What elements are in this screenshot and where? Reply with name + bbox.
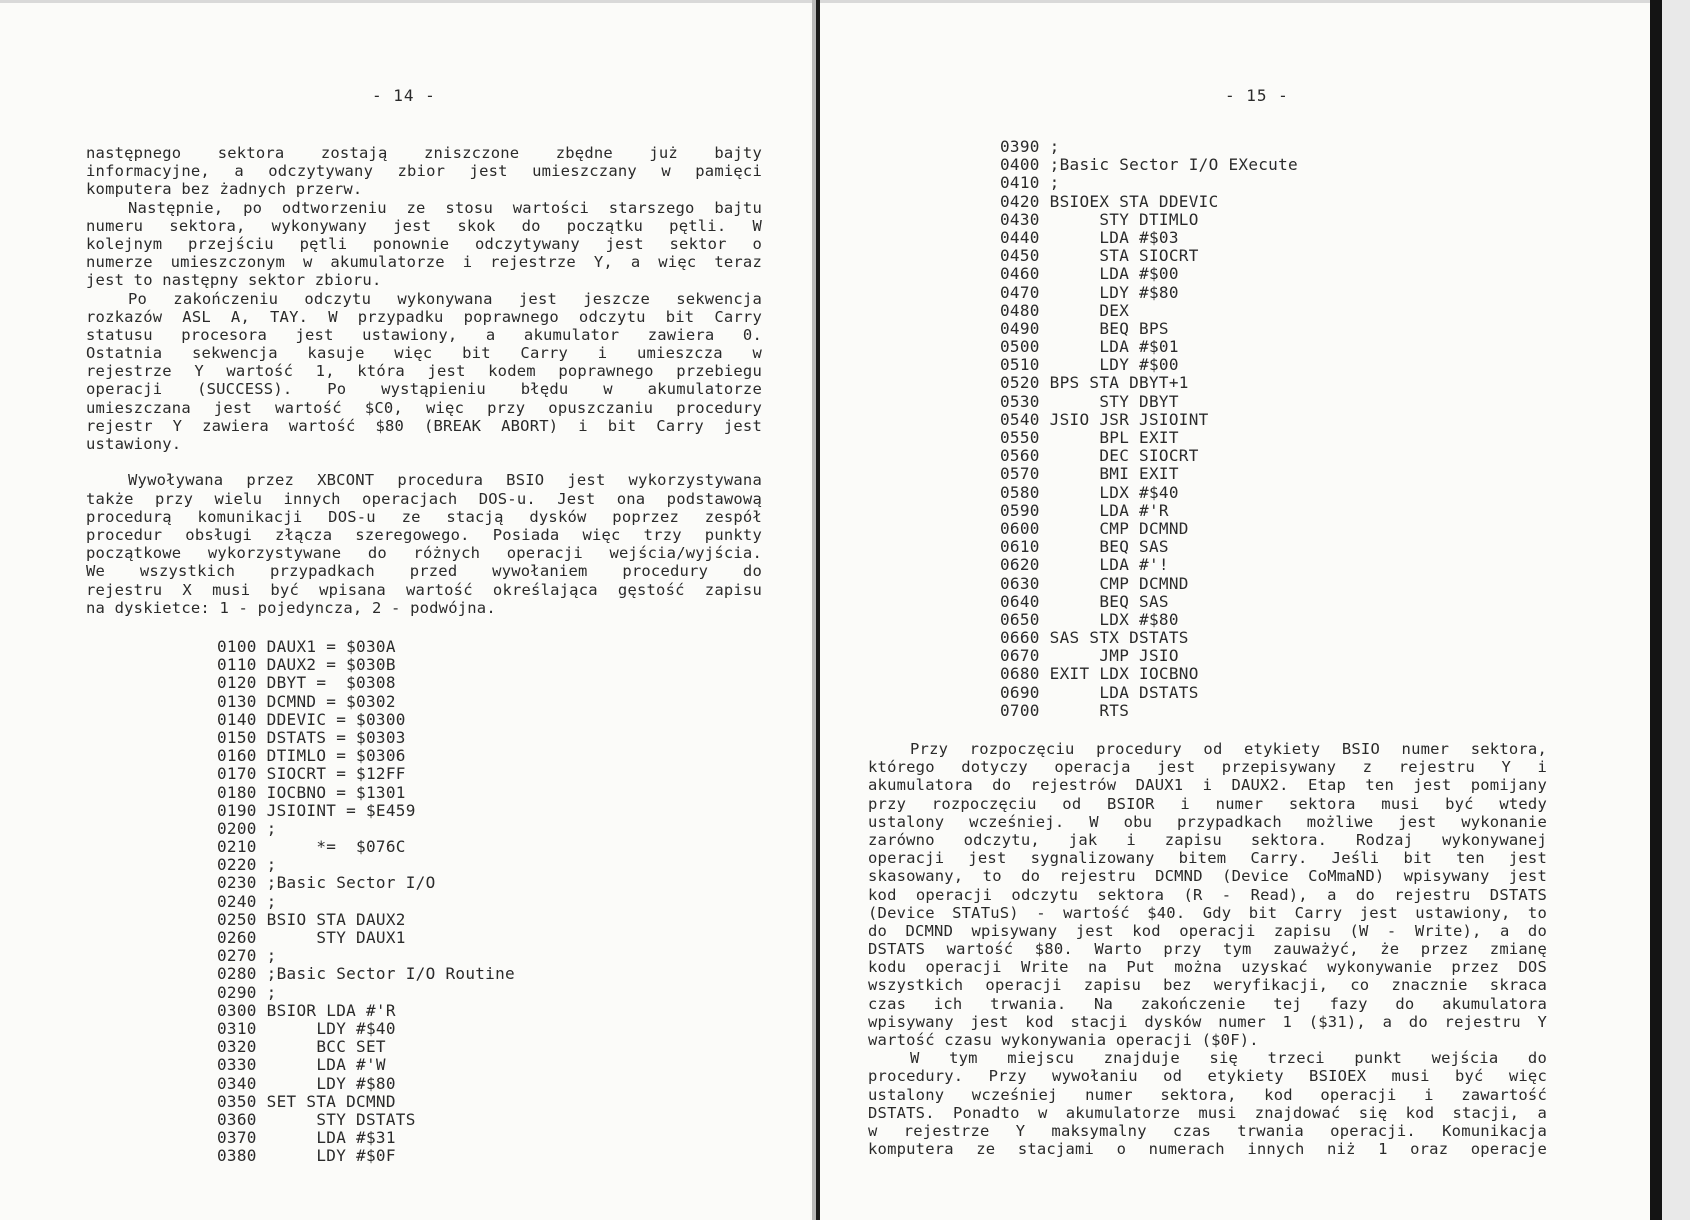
text-line: numeru sektora, wykonywany jest skok do początku pętli. W [86,216,762,235]
text-line: kod operacji odczytu sektora (R - Read), a do rejestru DSTATS [868,885,1547,904]
code-line: 0620 LDA #'! [1000,555,1169,575]
code-line: 0320 BCC SET [217,1037,386,1057]
code-line: 0190 JSIOINT = $E459 [217,800,416,820]
code-line: 0450 STA SIOCRT [1000,246,1199,266]
code-line: 0530 STY DBYT [1000,391,1179,411]
code-line: 0560 DEC SIOCRT [1000,446,1199,466]
text-line: Po zakończeniu odczytu wykonywana jest jeszcze sekwencja [128,289,762,308]
code-line: 0360 STY DSTATS [217,1109,416,1129]
code-line: 0130 DCMND = $0302 [217,691,396,711]
code-line: 0490 BEQ BPS [1000,318,1169,338]
text-line: Przy rozpoczęciu procedury od etykiety BSIO numer sektora, [910,740,1547,758]
text-line: Ostatnia sekwencja kasuje więc bit Carry i umieszcza w [86,344,762,363]
text-line: numerze umieszczonym w akumulatorze i rejestrze Y, a więc teraz [86,253,762,272]
text-line: akumulatora do rejestrów DAUX1 i DAUX2. Etap ten jest pomijany [868,776,1547,795]
text-line: rozkazów ASL A, TAY. W przypadku poprawnego odczytu bit Carry [86,307,762,326]
code-line: 0550 BPL EXIT [1000,428,1179,447]
text-line: wszystkich operacji zapisu bez weryfikacji, co znacznie skraca [868,976,1547,995]
code-line: 0690 LDA DSTATS [1000,682,1199,702]
page-edge [820,0,1650,3]
code-line: 0440 LDA #$03 [1000,227,1179,247]
code-line: 0220 ; [217,855,277,875]
text-line: przy rozpoczęciu od BSIOR i numer sektora musi być wtedy [868,794,1547,813]
code-line: 0390 ; [1000,137,1060,156]
text-line: w rejestrze Y maksymalny czas trwania operacji. Komunikacja [868,1121,1547,1140]
code-line: 0350 SET STA DCMND [217,1091,396,1111]
text-line: kodu operacji Write na Put można uzyskać wykonywanie przez DOS [868,958,1547,977]
text-line: ustalony wcześniej numer sektora, kod operacji i zawartość [868,1085,1547,1104]
code-line: 0630 CMP DCMND [1000,573,1189,593]
code-line: 0120 DBYT = $0308 [217,673,396,693]
text-line: zarówno odczytu, jak i zapisu sektora. Rodzaj wykonywanej [868,830,1547,849]
text-line: komputera bez żadnych przerw. [86,180,363,199]
text-line: umieszczana jest wartość $C0, więc przy opuszczaniu procedury [86,398,762,417]
text-line: rejestr Y zawiera wartość $80 (BREAK ABORT) i bit Carry jest [86,416,762,435]
text-line: informacyjne, a odczytywany zbior jest umieszczany w pamięci [86,162,762,181]
page-number-right: - 15 - [1225,86,1289,105]
text-line: W tym miejscu znajduje się trzeci punkt wejścia do [910,1049,1547,1068]
code-line: 0160 DTIMLO = $0306 [217,746,406,766]
code-line: 0480 DEX [1000,300,1130,320]
code-line: 0600 CMP DCMND [1000,518,1189,538]
text-line: do DCMND wpisywany jest kod operacji zapisu (W - Write), a do [868,921,1547,940]
code-line: 0380 LDY #$0F [217,1146,396,1166]
text-line: procedurą komunikacji DOS-u ze stacją dysków poprzez zespół [86,507,762,526]
code-line: 0300 BSIOR LDA #'R [217,1000,396,1020]
text-line: czas ich trwania. Na zakończenie tej fazy do akumulatora [868,994,1547,1013]
scan-background [1662,0,1690,1220]
left-body-text [86,144,762,617]
code-line: 0260 STY DAUX1 [217,928,406,947]
text-line: komputera ze stacjami o numerach innych niż 1 oraz operacje [868,1140,1547,1159]
code-line: 0430 STY DTIMLO [1000,209,1199,229]
code-line: 0420 BSIOEX STA DDEVIC [1000,191,1219,211]
code-line: 0290 ; [217,982,277,1002]
code-line: 0170 SIOCRT = $12FF [217,764,406,784]
text-line: We wszystkich przypadkach przed wywołaniem procedury do [86,562,762,581]
code-line: 0520 BPS STA DBYT+1 [1000,373,1189,393]
text-line: rejestru X musi być wpisana wartość określająca gęstość zapisu [86,580,762,599]
code-line: 0400 ;Basic Sector I/O EXecute [1000,155,1298,175]
code-line: 0240 ; [217,891,277,911]
text-line: statusu procesora jest ustawiony, a akumulator zawiera 0. [86,325,762,344]
page-edge [0,0,812,3]
code-line: 0670 JMP JSIO [1000,646,1179,666]
page-number-left: - 14 - [372,86,436,105]
code-line: 0330 LDA #'W [217,1055,386,1075]
code-line: 0100 DAUX1 = $030A [217,637,396,656]
code-line: 0140 DDEVIC = $0300 [217,709,406,729]
text-line: jest to następny sektor zbioru. [86,271,382,290]
code-line: 0370 LDA #$31 [217,1128,396,1148]
code-line: 0280 ;Basic Sector I/O Routine [217,964,515,984]
text-line: skasowany, to do rejestru DCMND (Device CoMmaND) wpisywany jest [868,867,1547,886]
code-line: 0110 DAUX2 = $030B [217,655,396,675]
text-line: ustawiony. [86,435,182,453]
left-code-listing [217,638,515,1165]
code-line: 0340 LDY #$80 [217,1073,396,1093]
code-line: 0540 JSIO JSR JSIOINT [1000,409,1209,429]
text-line: procedury. Przy wywołaniu od etykiety BSIOEX musi być więc [868,1067,1547,1086]
text-line: kolejnym przejściu pętli ponownie odczytywany jest sektor o [86,234,762,253]
code-line: 0660 SAS STX DSTATS [1000,628,1189,648]
text-line: DSTATS wartość $80. Warto przy tym zauważyć, że przez zmianę [868,940,1547,959]
code-line: 0410 ; [1000,173,1060,193]
code-line: 0250 BSIO STA DAUX2 [217,909,406,929]
right-body-text [868,740,1547,1158]
code-line: 0500 LDA #$01 [1000,337,1179,357]
code-line: 0210 *= $076C [217,837,406,857]
code-line: 0570 BMI EXIT [1000,464,1179,484]
code-line: 0150 DSTATS = $0303 [217,727,406,747]
code-line: 0680 EXIT LDX IOCBNO [1000,664,1199,684]
text-line: ustalony wcześniej. W obu przypadkach możliwe jest wykonanie [868,812,1547,831]
code-line: 0270 ; [217,946,277,966]
code-line: 0200 ; [217,818,277,838]
scan-edge-shadow [1650,0,1662,1220]
text-line: wartość czasu wykonywania operacji ($0F). [868,1031,1259,1049]
text-line: początkowe wykorzystywane do różnych operacji wejścia/wyjścia. [86,544,762,563]
text-line: którego dotyczy operacja jest przepisywany z rejestru Y i [868,758,1547,777]
code-line: 0580 LDX #$40 [1000,482,1179,502]
code-line: 0470 LDY #$80 [1000,282,1179,302]
text-line: także przy wielu innych operacjach DOS-u. Jest ona podstawową [86,489,762,508]
code-line: 0590 LDA #'R [1000,500,1169,520]
code-line: 0460 LDA #$00 [1000,264,1179,284]
text-line: DSTATS. Ponadto w akumulatorze musi znajdować się kod stacji, a [868,1103,1547,1122]
code-line: 0650 LDX #$80 [1000,609,1179,629]
text-line: wpisywany jest kod stacji dysków numer 1 ($31), a do rejestru Y [868,1012,1547,1031]
text-line: operacji jest sygnalizowany bitem Carry. Jeśli bit ten jest [868,849,1547,868]
code-line: 0700 RTS [1000,700,1130,720]
code-line: 0310 LDY #$40 [217,1018,396,1038]
text-line: rejestrze Y wartość 1, która jest kodem poprawnego przebiegu [86,362,762,381]
text-line: procedur obsługi złącza szeregowego. Posiada więc trzy punkty [86,525,762,544]
paragraph-gap [86,453,762,471]
code-line: 0230 ;Basic Sector I/O [217,873,436,893]
code-line: 0180 IOCBNO = $1301 [217,782,406,802]
text-line: następnego sektora zostają zniszczone zbędne już bajty [86,144,762,162]
text-line: operacji (SUCCESS). Po wystąpieniu błędu w akumulatorze [86,380,762,399]
text-line: na dyskietce: 1 - pojedyncza, 2 - podwójna. [86,598,496,617]
text-line: Następnie, po odtworzeniu ze stosu wartości starszego bajtu [128,198,762,217]
right-page [820,0,1650,1220]
text-line: (Device STATuS) - wartość $40. Gdy bit Carry jest ustawiony, to [868,903,1547,922]
code-line: 0610 BEQ SAS [1000,537,1169,557]
left-page [0,0,812,1220]
code-line: 0510 LDY #$00 [1000,355,1179,375]
text-line: Wywoływana przez XBCONT procedura BSIO jest wykorzystywana [128,471,762,490]
code-line: 0640 BEQ SAS [1000,591,1169,611]
right-code-listing [1000,138,1298,720]
